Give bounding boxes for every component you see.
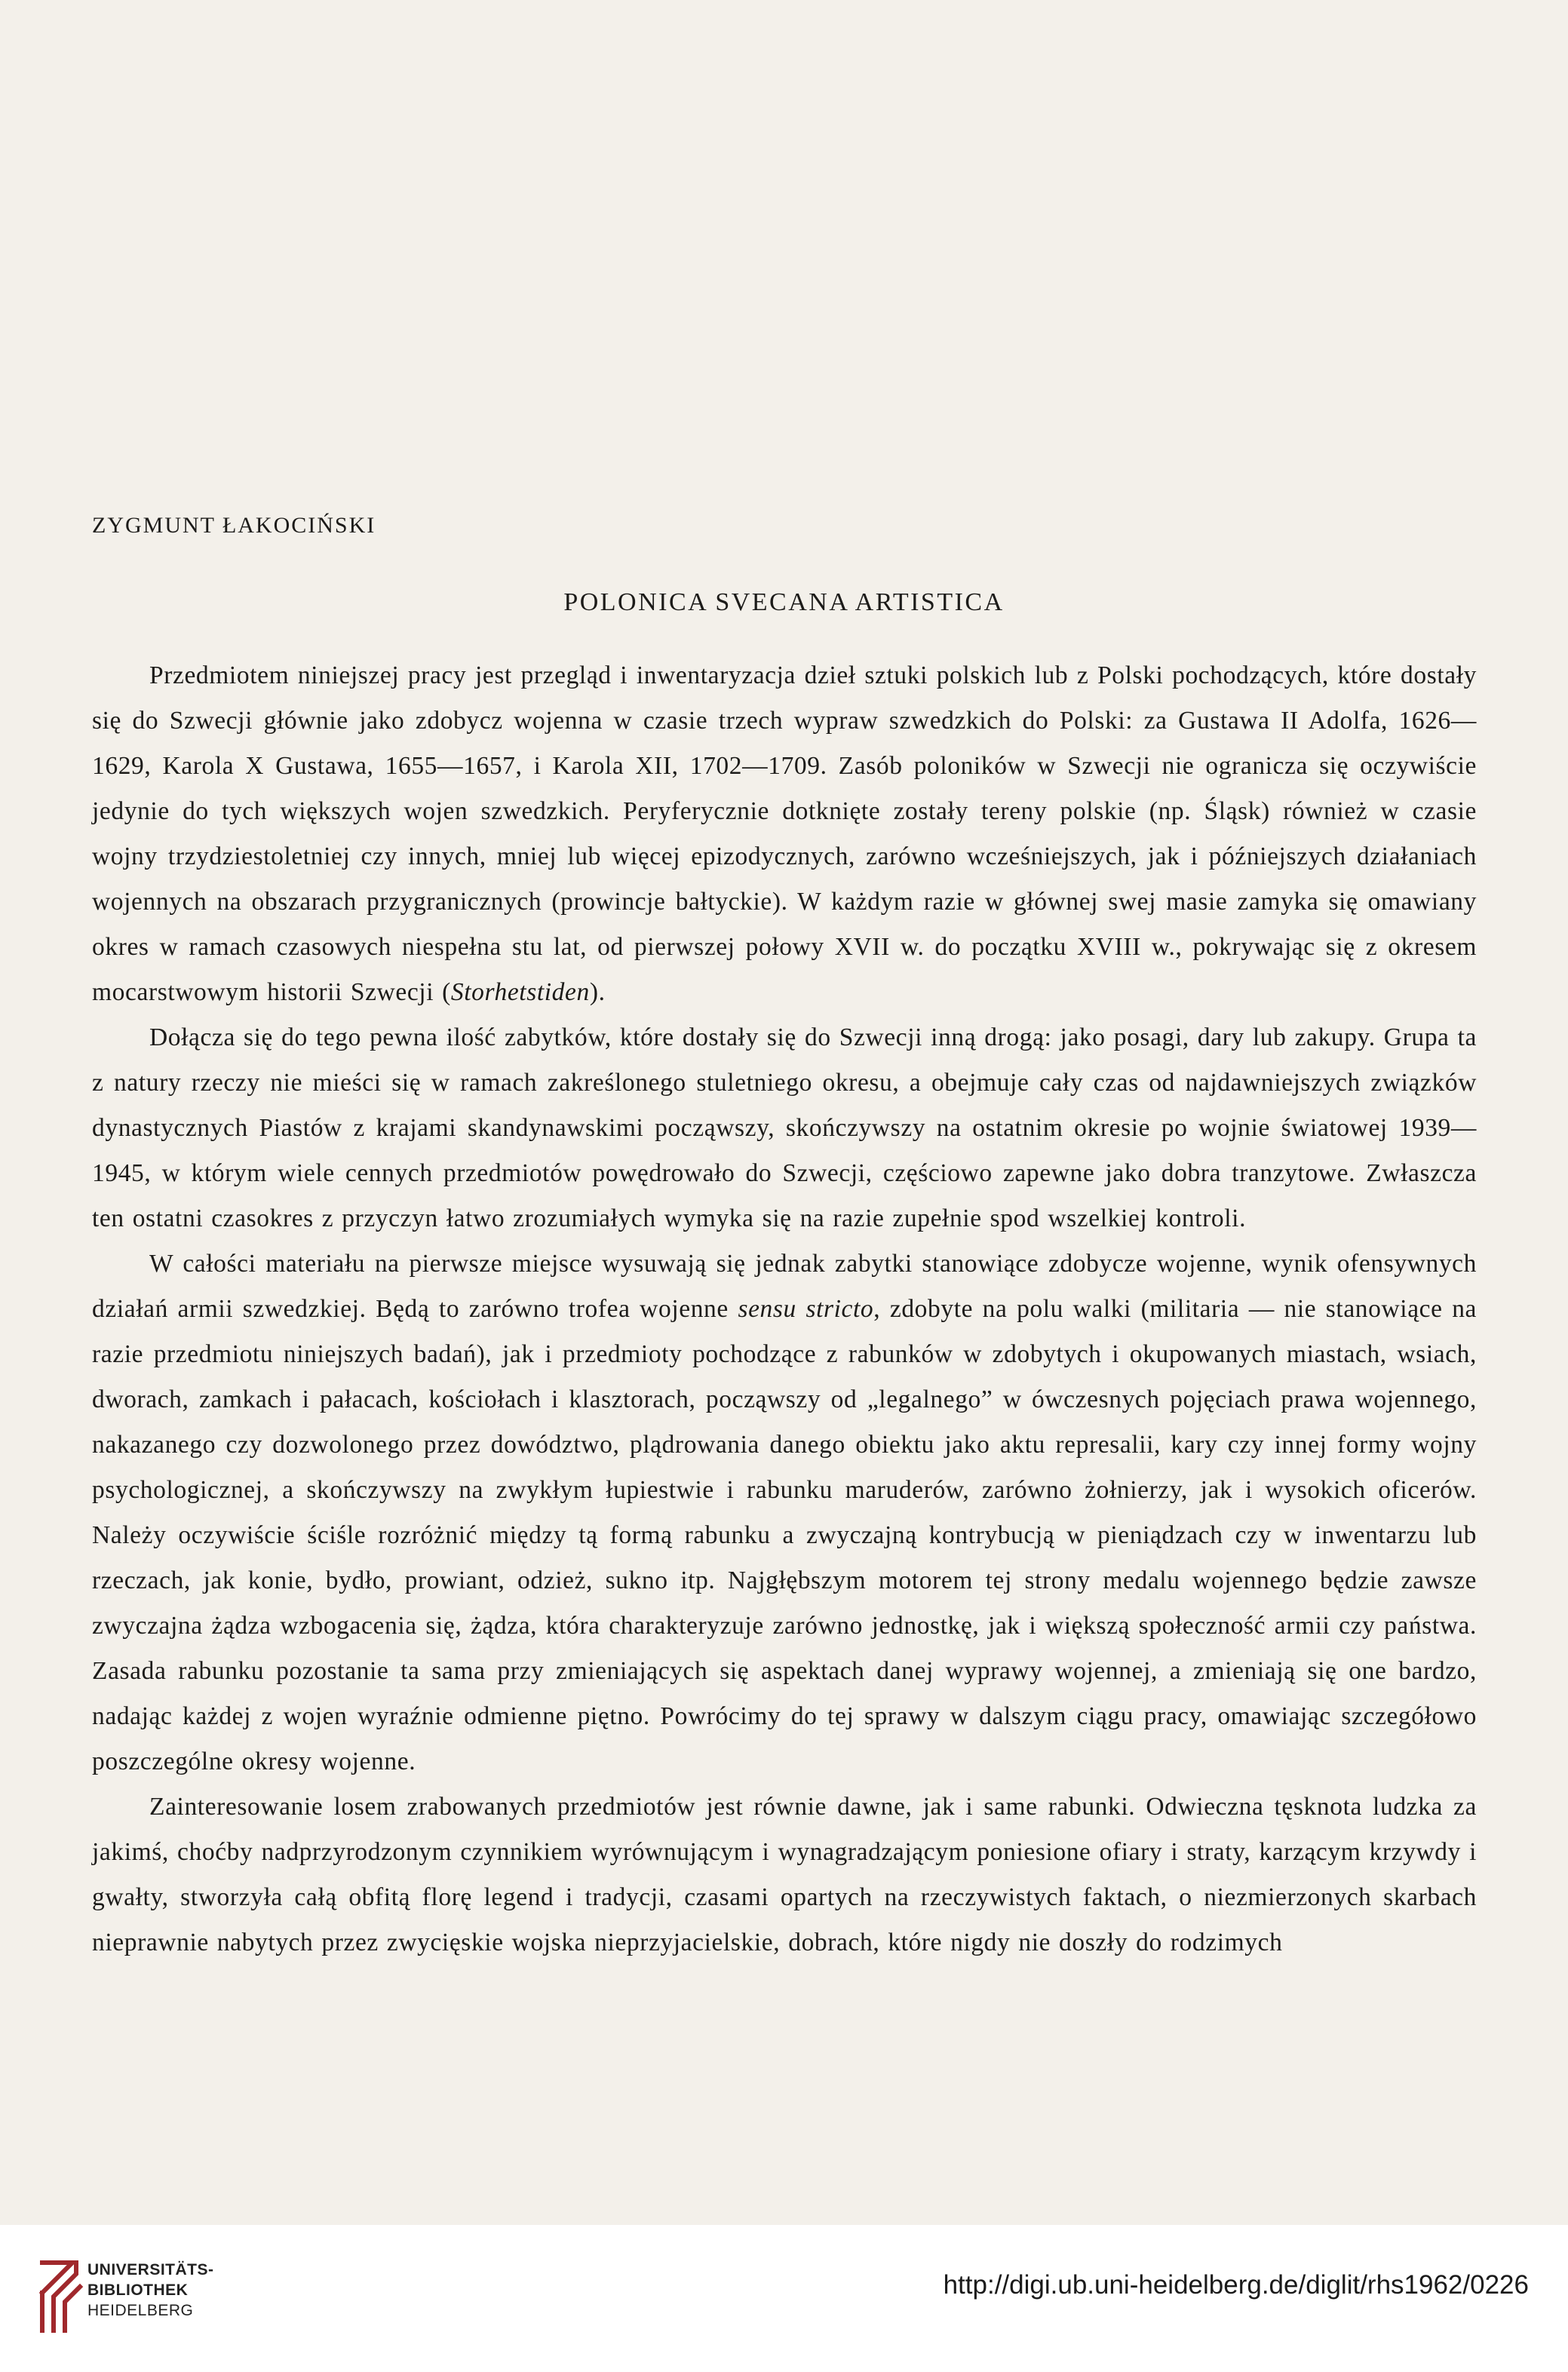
source-url-link[interactable]: http://digi.ub.uni-heidelberg.de/diglit/rhs1962/0226 <box>943 2270 1529 2300</box>
library-line-2: BIBLIOTHEK <box>87 2281 189 2299</box>
article-title: POLONICA SVECANA ARTISTICA <box>563 588 1005 616</box>
text-run: , zdobyte na polu walki (militaria — nie stanowiące na razie przedmiotu niniejszych badań), jak i przedmioty pochodzące z rabunków w zdobytych i okupowanych miastach, wsiach, dworach, zamkach i pałacach, kościołach i klasztorach, począwszy od „legalnego” w ówczesnych pojęciach prawa wojennego, nakazanego czy dozwolonego przez dowództwo, plądrowania danego obiektu jako aktu represalii, kary czy innej formy wojny psychologicznej, a skończywszy na zwykłym łupiestwie i rabunku maruderów, zarówno żołnierzy, jak i wysokich oficerów. Należy oczywiście ściśle rozróżnić między tą formą rabunku a zwyczajną kontrybucją w pieniądzach czy w inwentarzu lub rzeczach, jak konie, bydło, prowiant, odzież, sukno itp. Najgłębszym motorem tej strony medalu wojennego będzie zawsze zwyczajna żądza wzbogacenia się, żądza, która charakteryzuje zarówno jednostkę, jak i większą społeczność armii czy państwa. Zasada rabunku pozostanie ta sama przy zmieniających się aspektach danej wyprawy wojennej, a zmieniają się one bardzo, nadając każdej z wojen wyraźnie odmienne piętno. Powrócimy do tej sprawy w dalszym ciągu pracy, omawiając szczegółowo poszczególne okresy wojenne. <box>92 1295 1477 1775</box>
italic-text: Storhetstiden <box>450 978 590 1006</box>
text-run: Dołącza się do tego pewna ilość zabytków, które dostały się do Szwecji inną drogą: jako posagi, dary lub zakupy. Grupa ta z natury rzeczy nie mieści się w ramach zakreślonego stuletniego okresu, a obejmuje cały czas od najdawniejszych związków dynastycznych Piastów z krajami skandynawskimi począwszy, skończywszy na ostatnim okresie po wojnie światowej 1939—1945, w którym wiele cennych przedmiotów powędrowało do Szwecji, częściowo zapewne jako dobra tranzytowe. Zwłaszcza ten ostatni czasokres z przyczyn łatwo zrozumiałych wymyka się na razie zupełnie spod wszelkiej kontroli. <box>92 1023 1477 1232</box>
text-run: W całości materiału na pierwsze miejsce wysuwają się jednak zabytki stanowiące zdobycze wojenne, wynik ofensywnych działań armii szwedzkiej. Będą to zarówno trofea wojenne <box>92 1250 1477 1323</box>
italic-text: sensu stricto <box>738 1295 874 1323</box>
library-line-3: HEIDELBERG <box>87 2302 194 2319</box>
paragraph <box>92 653 1477 1015</box>
library-line-1: UNIVERSITÄTS- <box>87 2261 214 2278</box>
text-run: Zainteresowanie losem zrabowanych przedmiotów jest równie dawne, jak i same rabunki. Odwieczna tęsknota ludzka za jakimś, choćby nadprzyrodzonym czynnikiem wyrównującym i wynagradzającym poniesione ofiary i straty, karzącym krzywdy i gwałty, stworzyła całą obfitą florę legend i tradycji, czasami opartych na rzeczywistych faktach, o niezmierzonych skarbach nieprawnie nabytych przez zwycięskie wojska nieprzyjacielskie, dobrach, które nigdy nie doszły do rodzimych <box>92 1793 1477 1956</box>
author-name: ZYGMUNT ŁAKOCIŃSKI <box>92 513 376 538</box>
article-body <box>92 653 1477 1965</box>
text-run: ). <box>589 978 606 1006</box>
paragraph <box>92 1015 1477 1241</box>
library-name <box>87 2260 214 2321</box>
paragraph <box>92 1784 1477 1965</box>
paragraph <box>92 1241 1477 1784</box>
text-run: Przedmiotem niniejszej pracy jest przegląd i inwentaryzacja dzieł sztuki polskich lub z Polski pochodzących, które dostały się do Szwecji głównie jako zdobycz wojenna w czasie trzech wypraw szwedzkich do Polski: za Gustawa II Adolfa, 1626—1629, Karola X Gustawa, 1655—1657, i Karola XII, 1702—1709. Zasób poloników w Szwecji nie ogranicza się oczywiście jedynie do tych większych wojen szwedzkich. Peryferycznie dotknięte zostały tereny polskie (np. Śląsk) również w czasie wojny trzydziestoletniej czy innych, mniej lub więcej epizodycznych, zarówno wcześniejszych, jak i późniejszych działaniach wojennych na obszarach przygranicznych (prowincje bałtyckie). W każdym razie w głównej swej masie zamyka się omawiany okres w ramach czasowych niespełna stu lat, od pierwszej połowy XVII w. do początku XVIII w., pokrywając się z okresem mocarstwowym historii Szwecji ( <box>92 661 1477 1006</box>
